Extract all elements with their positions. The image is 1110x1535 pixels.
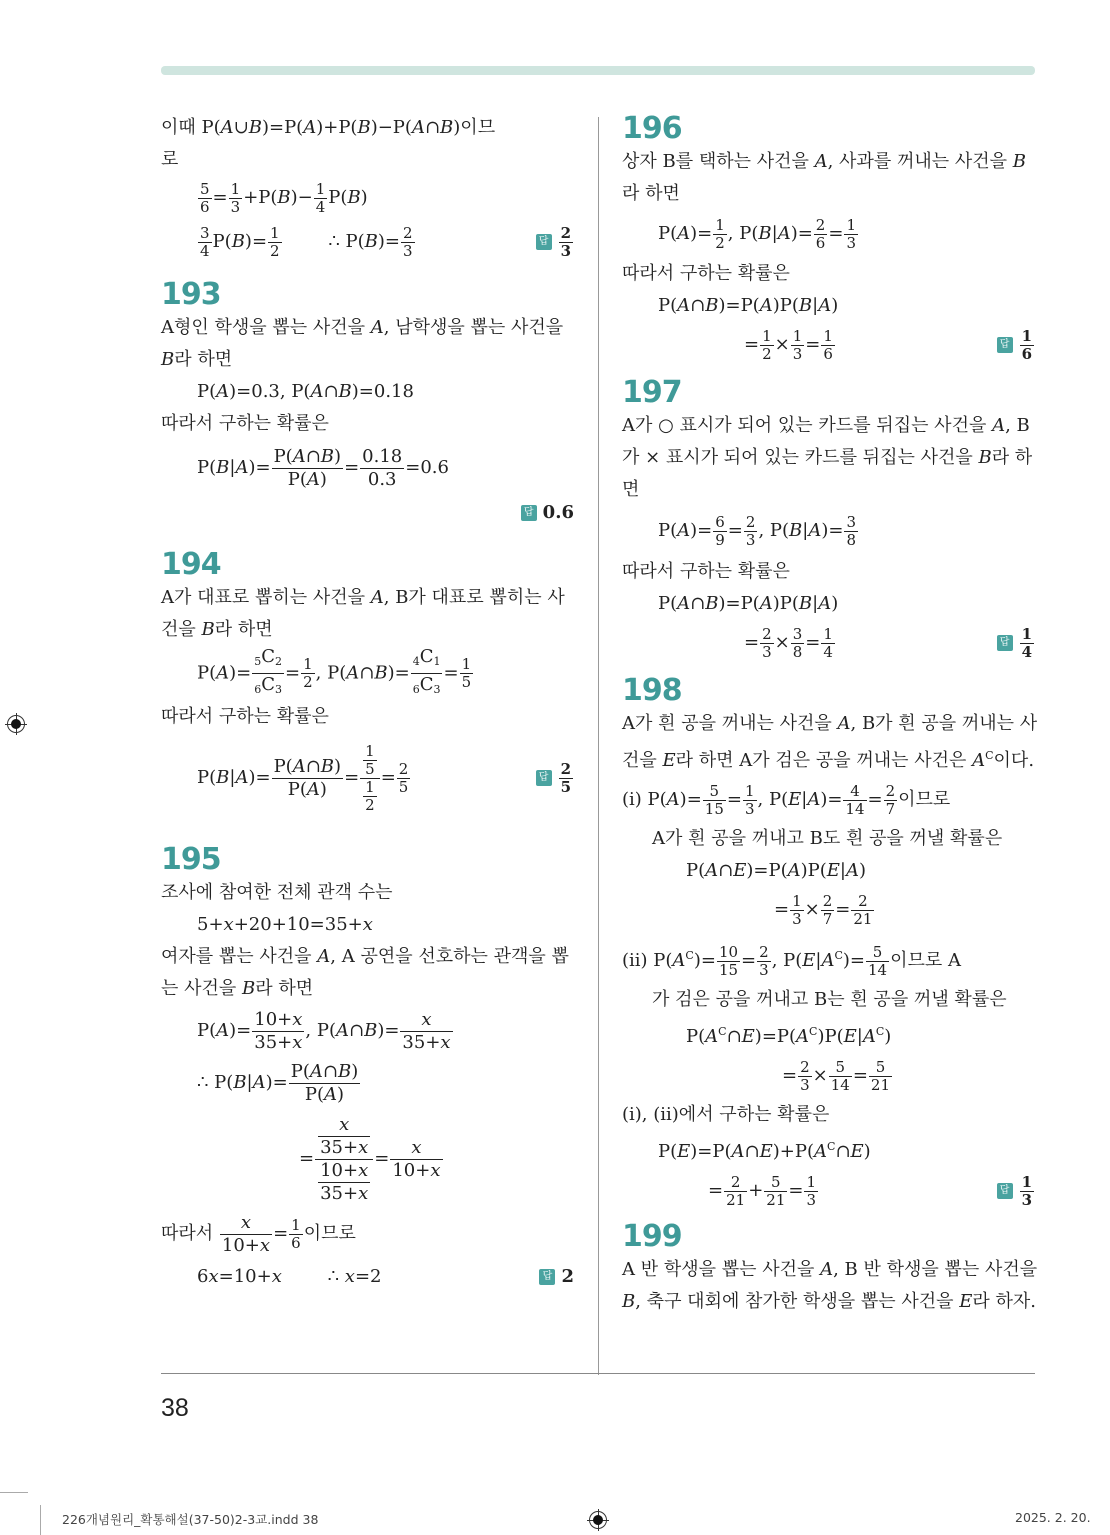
equation: P(A)=0.3, P(A∩B)=0.18 — [197, 381, 414, 402]
equation: P(A)= $\frac{6}{9}$ = $\frac{2}{3}$ , P(B|A)= $\frac{3}{8}$ — [658, 512, 856, 549]
problem-number: 193 — [161, 277, 221, 312]
answer: 답 $\frac{1}{4}$ — [997, 620, 1035, 666]
text-line: A형인 학생을 뽑는 사건을 A, 남학생을 뽑는 사건을 — [161, 317, 564, 338]
text-line: B라 하면 — [161, 349, 233, 370]
equation: P(A∩B)=P(A)P(B|A) — [658, 593, 839, 614]
text-line: 로 — [161, 149, 179, 170]
text-line: B, 축구 대회에 참가한 학생을 뽑는 사건을 E라 하자. — [622, 1291, 1036, 1312]
registration-mark-icon — [587, 1509, 609, 1531]
equation: 5+x+20+10=35+x — [197, 914, 373, 935]
equation: P(A)= $\frac{10+x}{35+x}$ , P(A∩B)= $\frac{x}{35+x}$ — [197, 1008, 451, 1053]
text-line: A가 대표로 뽑히는 사건을 A, B가 대표로 뽑히는 사 — [161, 587, 565, 608]
problem-197 — [622, 376, 1037, 666]
text-line: A가 흰 공을 꺼내고 B도 흰 공을 꺼낼 확률은 — [652, 828, 1003, 849]
equation: P(A)= $\frac{1}{2}$ , P(B|A)= $\frac{2}{6}$ = $\frac{1}{3}$ — [658, 215, 856, 252]
problem-193 — [161, 278, 576, 530]
text-line: 가 × 표시가 되어 있는 카드를 뒤집는 사건을 B라 하 — [622, 447, 1033, 468]
text-line: 따라서 구하는 확률은 — [622, 561, 790, 582]
answer: 답 $\frac{2}{5}$ — [536, 733, 574, 823]
equation: = $\frac{2}{3}$ × $\frac{5}{14}$ = $\frac{5}{21}$ — [782, 1057, 891, 1094]
equation: (i) P(A)= $\frac{5}{15}$ = $\frac{1}{3}$ , P(E|A)= $\frac{4}{14}$ = $\frac{2}{7}$ 이므로 — [622, 781, 951, 818]
left-column — [161, 112, 576, 1295]
text-line: 상자 B를 택하는 사건을 A, 사과를 꺼내는 사건을 B — [622, 151, 1026, 172]
text-line: 는 사건을 B라 하면 — [161, 978, 314, 999]
equation: = $\frac{2}{21}$ + $\frac{5}{21}$ = $\frac{1}{3}$ 답 $\frac{1}{3}$ — [622, 1168, 1037, 1214]
equation: $P(A^C\cap E)=P(A^C)P(E|A^C)$ — [686, 1025, 892, 1047]
crop-mark — [40, 1505, 41, 1535]
crop-mark — [0, 1492, 28, 1493]
problem-number: 198 — [622, 673, 682, 708]
text-line: 가 검은 공을 꺼내고 B는 흰 공을 꺼낼 확률은 — [652, 989, 1007, 1010]
answer-badge-icon: 답 — [997, 337, 1013, 353]
equation: P(A∩E)=P(A)P(E|A) — [686, 860, 867, 881]
answer-badge-icon: 답 — [536, 234, 552, 250]
problem-192-continued — [161, 112, 576, 264]
answer: 답 0.6 — [521, 497, 574, 529]
footer-date: 2025. 2. 20. — [1015, 1510, 1091, 1525]
equation: P(A∩B)=P(A)P(B|A) — [658, 295, 839, 316]
answer-badge-icon: 답 — [997, 1183, 1013, 1199]
problem-195 — [161, 843, 576, 1295]
text-line: (i), (ii)에서 구하는 확률은 — [622, 1104, 830, 1125]
equation: P(B|A)= $\frac{P(A\cap B)}{P(A)}$ = $\frac{0.18}{0.3}$ =0.6 — [197, 445, 449, 490]
text-line: 건을 B라 하면 — [161, 619, 273, 640]
text-line: 여자를 뽑는 사건을 A, A 공연을 선호하는 관객을 뽑 — [161, 946, 569, 967]
equation: (ii) $P(A^C)=$ $\frac{10}{15}$ = $\frac{2}{3}$ , $P(E|A^C)=$ $\frac{5}{14}$ 이므로 A — [622, 942, 961, 979]
bottom-rule — [161, 1373, 1035, 1374]
answer: 답 $\frac{1}{6}$ — [997, 322, 1035, 368]
text-line: 따라서 구하는 확률은 — [161, 706, 329, 727]
answer-badge-icon: 답 — [539, 1269, 555, 1285]
answer: 답 $\frac{1}{3}$ — [997, 1168, 1035, 1214]
equation: = $\frac{\frac{x}{35+x}}{\frac{10+x}{35+x}}$ = $\frac{x}{10+x}$ — [299, 1113, 441, 1204]
header-bar — [161, 66, 1035, 75]
registration-mark-icon — [5, 713, 27, 735]
right-column — [622, 112, 1037, 1318]
problem-number: 194 — [161, 547, 221, 582]
equation: $\frac{3}{4}$ P(B)= $\frac{1}{2}$ ∴ P(B)= $\frac{2}{3}$ 답 $\frac{2}{3}$ — [161, 220, 576, 264]
column-divider — [598, 117, 599, 1375]
text-line: 건을 E라 하면 A가 검은 공을 꺼내는 사건은 $A^C$이다. — [622, 749, 1035, 771]
equation: P(B|A)= $\frac{P(A\cap B)}{P(A)}$ = $\frac{\frac{1}{5}}{\frac{1}{2}}$ = $\frac{2}{5}$ 답 $\frac{2}{5}$ — [161, 733, 576, 823]
answer-badge-icon: 답 — [536, 770, 552, 786]
text-line: 이때 P(A∪B)=P(A)+P(B)−P(A∩B)이므 — [161, 117, 496, 138]
problem-199 — [622, 1220, 1037, 1318]
problem-number: 195 — [161, 842, 221, 877]
text-line: 라 하면 — [622, 183, 680, 204]
text-line: 따라서 구하는 확률은 — [161, 413, 329, 434]
equation: P(A)= $\frac{5C_2}{6C_3}$ = $\frac{1}{2}$ , P(A∩B)= $\frac{4C_1}{6C_3}$ = $\frac{1}{5}$ — [197, 646, 472, 696]
text-line: A 반 학생을 뽑는 사건을 A, B 반 학생을 뽑는 사건을 — [622, 1259, 1038, 1280]
problem-number: 196 — [622, 111, 682, 146]
answer-row — [161, 496, 576, 530]
equation: = $\frac{1}{3}$ × $\frac{2}{7}$ = $\frac{2}{21}$ — [774, 891, 873, 928]
text-line: 조사에 참여한 전체 관객 수는 — [161, 882, 393, 903]
text-line: 면 — [622, 479, 640, 500]
text-line: 따라서 구하는 확률은 — [622, 263, 790, 284]
text-line: A가 흰 공을 꺼내는 사건을 A, B가 흰 공을 꺼내는 사 — [622, 713, 1038, 734]
footer-file-name: 226개념원리_확통해설(37-50)2-3교.indd 38 — [62, 1512, 319, 1527]
page-number: 38 — [161, 1394, 189, 1422]
equation: 6x=10+x ∴ x=2 답 2 — [161, 1259, 576, 1295]
problem-number: 197 — [622, 375, 682, 410]
equation: $\frac{5}{6}$ = $\frac{1}{3}$ +P(B)− $\frac{1}{4}$ P(B) — [200, 179, 368, 216]
text-line: 따라서 $\frac{x}{10+x}$ = $\frac{1}{6}$ 이므로 — [161, 1211, 356, 1256]
problem-194 — [161, 548, 576, 823]
problem-196 — [622, 112, 1037, 368]
equation: = $\frac{2}{3}$ × $\frac{3}{8}$ = $\frac{1}{4}$ 답 $\frac{1}{4}$ — [622, 620, 1037, 666]
answer: 답 2 — [539, 1259, 574, 1295]
text-line: A가 ○ 표시가 되어 있는 카드를 뒤집는 사건을 A, B — [622, 415, 1030, 436]
answer-badge-icon: 답 — [521, 505, 537, 521]
equation: ∴ P(B|A)= $\frac{P(A\cap B)}{P(A)}$ — [197, 1060, 359, 1105]
problem-number: 199 — [622, 1219, 682, 1254]
answer: 답 $\frac{2}{3}$ — [536, 220, 574, 264]
equation: $P(E)=P(A\cap E)+P(A^C\cap E)$ — [658, 1140, 871, 1162]
problem-198 — [622, 674, 1037, 1214]
answer-badge-icon: 답 — [997, 635, 1013, 651]
equation: = $\frac{1}{2}$ × $\frac{1}{3}$ = $\frac{1}{6}$ 답 $\frac{1}{6}$ — [622, 322, 1037, 368]
